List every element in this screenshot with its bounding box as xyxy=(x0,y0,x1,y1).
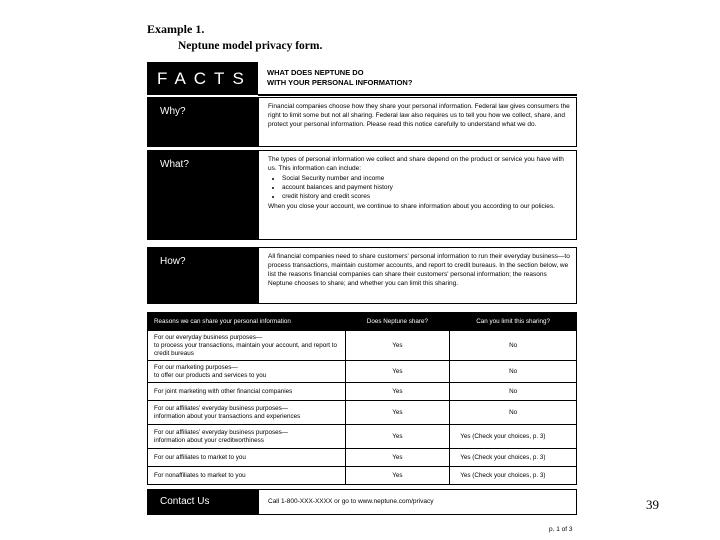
sharing-table-header xyxy=(148,313,577,331)
why-section xyxy=(147,97,577,147)
contact-text: Call 1-800-XXX-XXXX or go to www.neptune.com/privacy xyxy=(268,498,434,505)
reason-cell xyxy=(148,383,346,401)
reason-cell xyxy=(148,331,346,361)
page-number: p. 1 of 3 xyxy=(549,526,573,533)
table-row xyxy=(148,331,577,361)
divider xyxy=(258,94,577,96)
facts-label: FACTS xyxy=(147,62,258,95)
column-header-limit: Can you limit this sharing? xyxy=(450,313,577,331)
what-intro: The types of personal information we collect and share depend on the product or service you have with us. This information can include: xyxy=(268,156,564,172)
reason-cell xyxy=(148,449,346,467)
reason-title: For our marketing purposes— xyxy=(154,363,238,371)
what-body xyxy=(268,155,572,211)
how-section xyxy=(147,247,577,304)
contact-section xyxy=(147,489,577,515)
limit-cell: No xyxy=(450,331,577,361)
share-cell: Yes xyxy=(345,401,450,425)
limit-cell: Yes (Check your choices, p. 3) xyxy=(450,467,577,485)
column-header-reasons: Reasons we can share your personal information xyxy=(148,313,346,331)
table-row xyxy=(148,449,577,467)
share-cell: Yes xyxy=(345,383,450,401)
share-cell: Yes xyxy=(345,449,450,467)
reason-detail: to process your transactions, maintain your account, and report to credit bureaus xyxy=(154,341,338,357)
reason-cell xyxy=(148,361,346,383)
table-row xyxy=(148,401,577,425)
reason-detail: information about your creditworthiness xyxy=(154,436,264,444)
how-text: All financial companies need to share customers' personal information to run their everyday business—to process transactions, maintain customer accounts, and report to credit bureaus. In the section below, we list the reasons financial companies can share their customers' personal information; the reasons Neptune chooses to share; and whether you can limit this sharing. xyxy=(268,253,570,287)
reason-title: For our everyday business purposes— xyxy=(154,333,263,341)
share-cell: Yes xyxy=(345,361,450,383)
contact-label: Contact Us xyxy=(148,490,259,514)
limit-cell: No xyxy=(450,401,577,425)
share-cell: Yes xyxy=(345,467,450,485)
what-list-item: • Social Security number and income xyxy=(282,174,572,183)
limit-cell: No xyxy=(450,361,577,383)
facts-title xyxy=(267,68,412,88)
what-label: What? xyxy=(148,151,259,239)
form-title: Neptune model privacy form. xyxy=(178,40,323,52)
why-label: Why? xyxy=(148,98,259,146)
how-label: How? xyxy=(148,248,259,303)
reason-detail: information about your transactions and experiences xyxy=(154,412,301,420)
reason-detail: to offer our products and services to you xyxy=(154,371,267,379)
limit-cell: Yes (Check your choices, p. 3) xyxy=(450,425,577,449)
reason-cell xyxy=(148,467,346,485)
what-list-item: • credit history and credit scores xyxy=(282,192,572,201)
facts-title-line1: WHAT DOES NEPTUNE DO xyxy=(267,68,364,77)
table-row xyxy=(148,361,577,383)
why-text: Financial companies choose how they share your personal information. Federal law gives consumers the right to limit some but not all sharing. Federal law also requires us to tell you how we collect, share, and protect your personal information. Please read this notice carefully to understand what we do. xyxy=(268,103,570,128)
table-row xyxy=(148,467,577,485)
reason-title: For our affiliates' everyday business purposes— xyxy=(154,404,289,412)
limit-cell: Yes (Check your choices, p. 3) xyxy=(450,449,577,467)
table-row xyxy=(148,425,577,449)
share-cell: Yes xyxy=(345,331,450,361)
reason-cell xyxy=(148,425,346,449)
column-header-share: Does Neptune share? xyxy=(345,313,450,331)
reason-title: For our affiliates' everyday business purposes— xyxy=(154,428,289,436)
reason-title: For nonaffiliates to market to you xyxy=(154,471,246,479)
table-row xyxy=(148,383,577,401)
reason-cell xyxy=(148,401,346,425)
what-section xyxy=(147,150,577,240)
what-list-item: • account balances and payment history xyxy=(282,183,572,192)
sharing-table xyxy=(147,312,577,485)
example-heading: Example 1. xyxy=(147,22,205,36)
slide-number: 39 xyxy=(646,497,659,512)
what-outro: When you close your account, we continue to share information about you according to our policies. xyxy=(268,203,555,210)
limit-cell: No xyxy=(450,383,577,401)
what-list xyxy=(268,174,572,201)
reason-title: For joint marketing with other financial companies xyxy=(154,387,293,395)
facts-title-line2: WITH YOUR PERSONAL INFORMATION? xyxy=(267,78,413,87)
reason-title: For our affiliates to market to you xyxy=(154,453,246,461)
share-cell: Yes xyxy=(345,425,450,449)
